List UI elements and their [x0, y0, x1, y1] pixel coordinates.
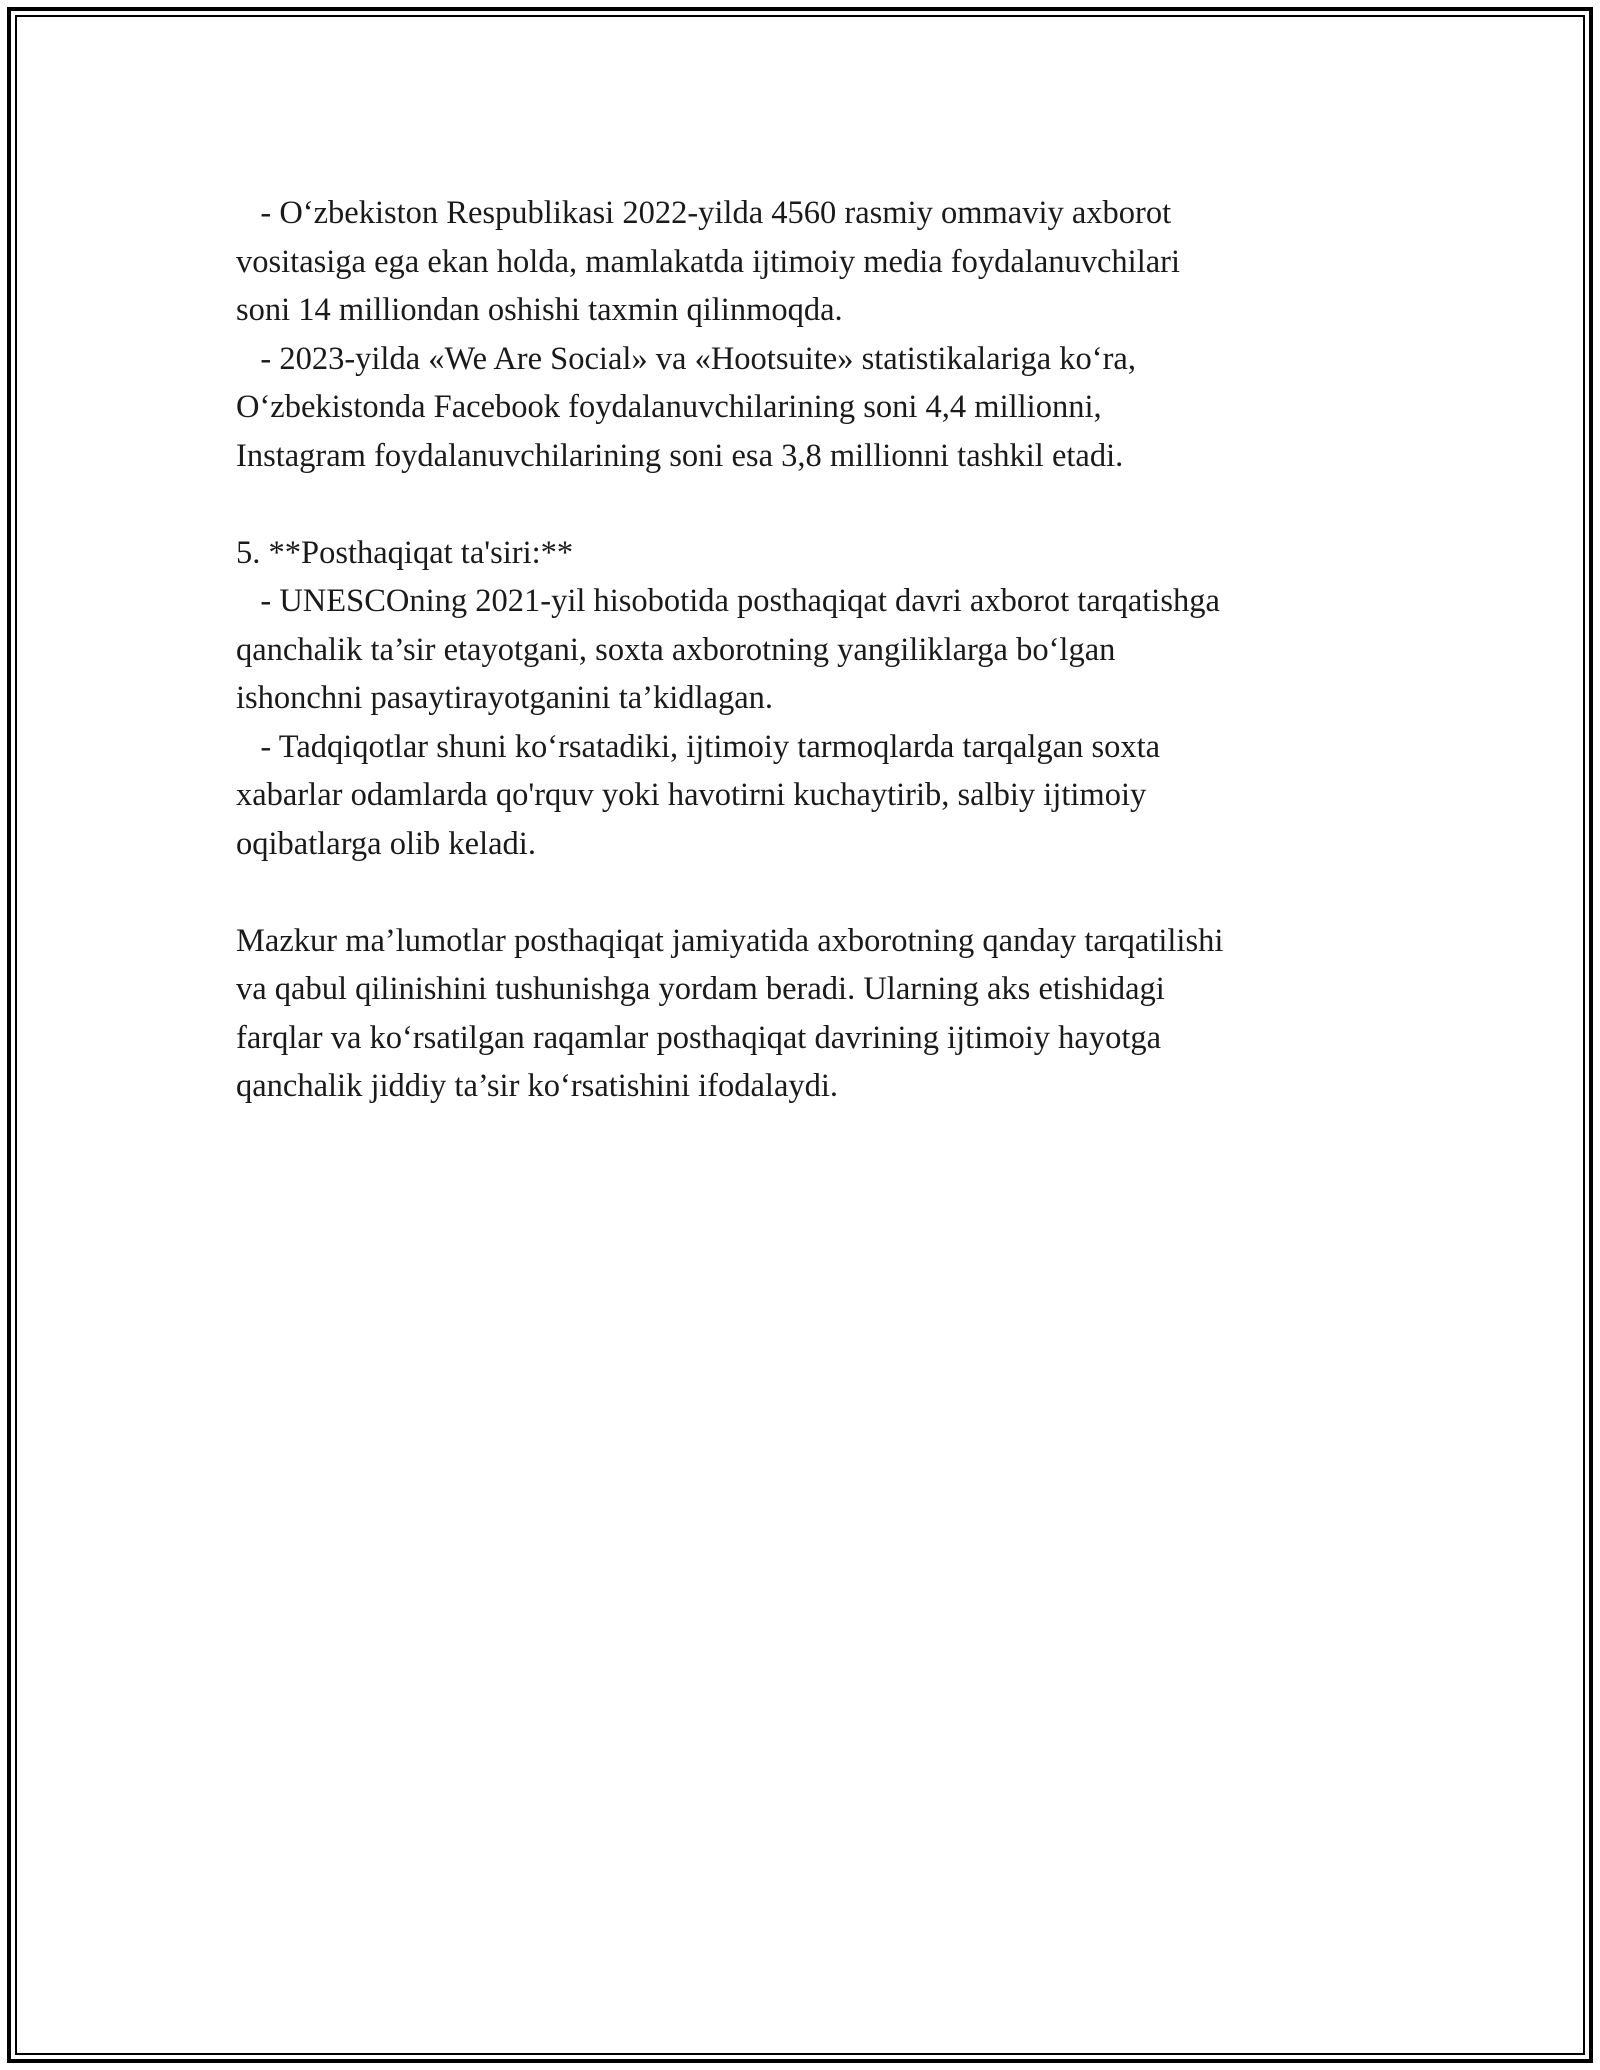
text-line: - 2023-yilda «We Are Social» va «Hootsuite» statistikalariga ko‘ra,	[236, 340, 1136, 377]
text-line: qanchalik jiddiy ta’sir ko‘rsatishini ifodalaydi.	[236, 1068, 839, 1104]
section-heading: 5. **Posthaqiqat ta'siri:**	[236, 534, 574, 571]
text-line: va qabul qilinishini tushunishga yordam beradi. Ularning aks etishidagi	[236, 971, 1165, 1007]
paragraph-gap	[236, 868, 1366, 917]
text-line: - O‘zbekiston Respublikasi 2022-yilda 4560 rasmiy ommaviy axborot	[236, 195, 1172, 231]
text-line: qanchalik ta’sir etayotgani, soxta axborotning yangiliklarga bo‘lgan	[236, 631, 1116, 668]
text-line: farqlar va ko‘rsatilgan raqamlar posthaqiqat davrining ijtimoiy hayotga	[236, 1019, 1162, 1056]
text-line: soni 14 milliondan oshishi taxmin qilinmoqda.	[236, 292, 843, 328]
text-line: Mazkur ma’lumotlar posthaqiqat jamiyatida axborotning qanday tarqatilishi	[236, 922, 1224, 959]
text-line: - UNESCOning 2021-yil hisobotida posthaqiqat davri axborot tarqatishga	[236, 583, 1220, 619]
text-line: vositasiga ega ekan holda, mamlakatda ijtimoiy media foydalanuvchilari	[236, 243, 1181, 280]
text-line: oqibatlarga olib keladi.	[236, 825, 536, 862]
document-body	[236, 189, 1366, 1111]
paragraph-gap	[236, 480, 1366, 529]
text-line: Instagram foydalanuvchilarining soni esa 3,8 millionni tashkil etadi.	[236, 437, 1124, 474]
text-line: O‘zbekistonda Facebook foydalanuvchilarining soni 4,4 millionni,	[236, 389, 1102, 425]
text-line: xabarlar odamlarda qo'rquv yoki havotirni kuchaytirib, salbiy ijtimoiy	[236, 777, 1147, 813]
text-line: ishonchni pasaytirayotganini ta’kidlagan.	[236, 680, 774, 716]
text-line: - Tadqiqotlar shuni ko‘rsatadiki, ijtimoiy tarmoqlarda tarqalgan soxta	[236, 728, 1161, 765]
